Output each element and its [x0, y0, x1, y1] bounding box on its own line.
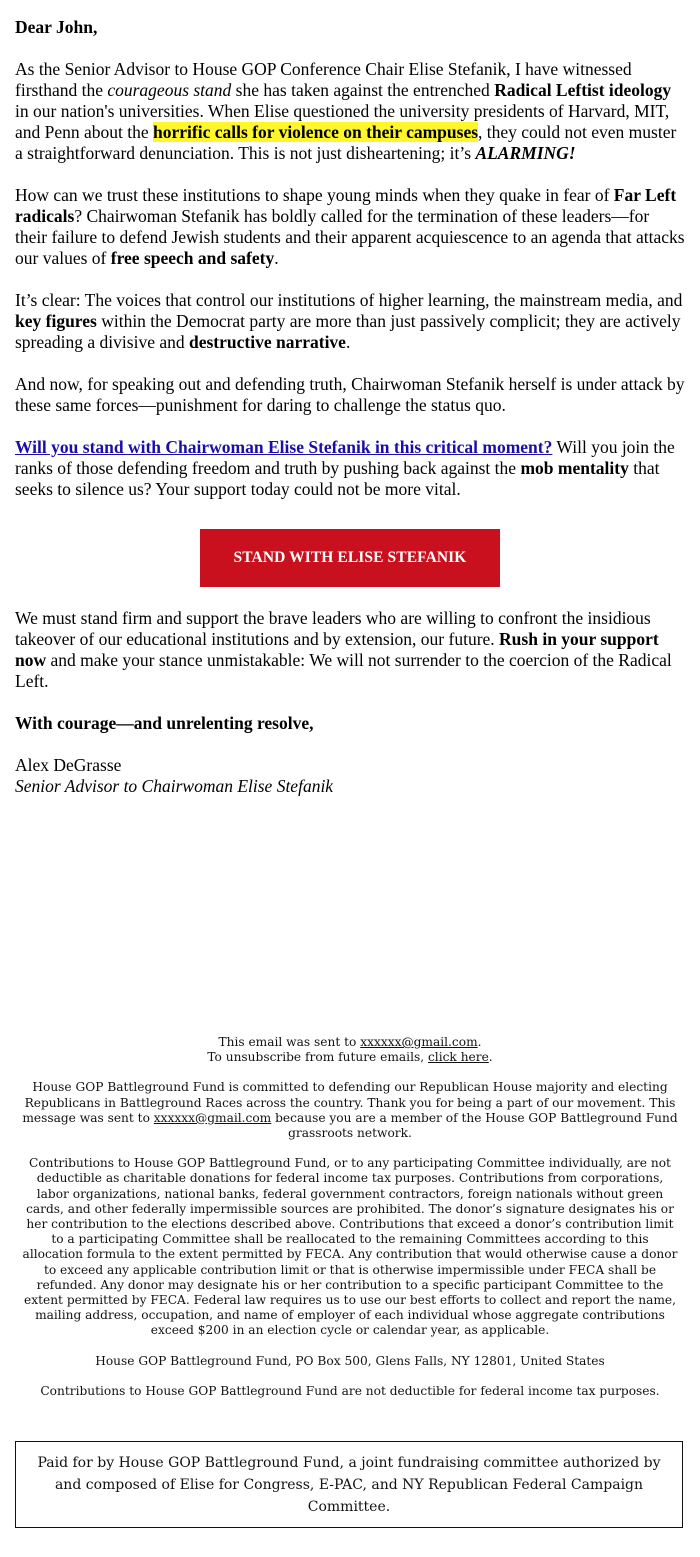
closing-text: With courage—and unrelenting resolve,	[15, 713, 314, 733]
footer-mission-email-link[interactable]: xxxxxx@gmail.com	[153, 1110, 272, 1125]
p3-text-3: .	[345, 332, 351, 352]
stand-with-link[interactable]: Will you stand with Chairwoman Elise Stefanik in this critical moment?	[15, 437, 553, 457]
footer-disclaimer: Contributions to House GOP Battleground Fund, or to any participating Committee individually, are not deductible as charitable donations for federal income tax purposes. Contributions from corporations, labor organizations, national banks, federal government contractors, foreign nationals without green cards, and other federally impermissible sources are prohibited. The donor’s signature designates his or her contribution to the elections described above. Contributions that exceed a donor’s contribution limit to a participating Committee shall be reallocated to the remaining Committees according to this allocation formula to the extent permitted by FECA. Any contribution that would otherwise cause a donor to exceed any applicable contribution limit or that is otherwise impermissible under FECA shall be refunded. Any donor may designate his or her contribution to a specific participant Committee to the extent permitted by FECA. Federal law requires us to use our best efforts to collect and report the name, mailing address, occupation, and name of employer of each individual whose aggregate contributions exceed $200 in an election cycle or calendar year, as applicable.	[22, 1156, 678, 1338]
p2-text-3: .	[274, 248, 279, 268]
unsubscribe-link[interactable]: click here	[427, 1050, 489, 1065]
signature-name: Alex DeGrasse	[15, 755, 122, 775]
footer-email-link[interactable]: xxxxxx@gmail.com	[360, 1035, 478, 1049]
p3-text-2: within the Democrat party are more than just passively complicit; they are actively spreading a divisive and	[15, 311, 681, 352]
cta-container	[15, 529, 685, 587]
stand-with-elise-button[interactable]: STAND WITH ELISE STEFANIK	[200, 529, 500, 587]
footer-sent-suffix: .	[477, 1035, 482, 1049]
p1-text-1: As the Senior Advisor to House GOP Conference Chair Elise Stefanik, I have witnessed firsthand the	[15, 59, 632, 100]
signature-title: Senior Advisor to Chairwoman Elise Stefanik	[15, 776, 334, 796]
p6-text-2: and make your stance unmistakable: We will not surrender to the coercion of the Radical Left.	[15, 650, 672, 691]
closing	[15, 713, 685, 734]
paragraph-1	[15, 59, 685, 164]
footer-mission	[20, 1080, 680, 1141]
p3-bold-2: destructive narrative	[188, 332, 346, 352]
p3-bold-1: key figures	[15, 311, 97, 331]
footer-mission-text-1: House GOP Battleground Fund is committed to defending our Republican House majority and electing Republicans in Battleground Races across the country. Thank you for being a part of our movement. This message was sent to	[22, 1080, 676, 1125]
footer-tax-note: Contributions to House GOP Battleground Fund are not deductible for federal income tax purposes.	[40, 1383, 660, 1398]
footer-mission-text-2: because you are a member of the House GOP Battleground Fund grassroots network.	[271, 1110, 678, 1141]
p2-bold-2: free speech and safety	[110, 248, 275, 268]
p1-text-3: in our nation's universities. When Elise questioned the university presidents of Harvard, MIT, and Penn about the	[15, 101, 670, 142]
p1-text-4: , they could not even muster a straightforward denunciation. This is not just disheartening; it’s	[15, 122, 677, 163]
p5-bold: mob mentality	[520, 458, 629, 478]
paid-for-disclaimer-box: Paid for by House GOP Battleground Fund, a joint fundraising committee authorized by and composed of Elise for Congress, E-PAC, and NY Republican Federal Campaign Committee.	[15, 1441, 683, 1528]
footer-unsub-suffix: .	[488, 1050, 493, 1065]
p6-bold: Rush in your support now	[15, 629, 659, 670]
footer-unsub-prefix: To unsubscribe from future emails,	[207, 1050, 428, 1065]
p1-text-2: she has taken against the entrenched	[231, 80, 495, 100]
footer-sent-to	[20, 1035, 680, 1065]
p5-text-1: Will you join the ranks of those defending freedom and truth by pushing back against the	[15, 437, 675, 478]
p2-bold-1: Far Left radicals	[15, 185, 677, 226]
p2-text-2: ? Chairwoman Stefanik has boldly called for the termination of these leaders—for their failure to defend Jewish students and their apparent acquiescence to an agenda that attacks our values of	[15, 206, 685, 268]
p6-text-1: We must stand firm and support the brave leaders who are willing to confront the insidious takeover of our educational institutions and by extension, our future.	[15, 608, 651, 649]
paragraph-3	[15, 290, 685, 353]
paragraph-2	[15, 185, 685, 269]
p1-bold: Radical Leftist ideology	[494, 80, 672, 100]
footer-sent-prefix: This email was sent to	[218, 1035, 361, 1049]
p1-alarming: ALARMING!	[475, 143, 576, 163]
p1-highlight: horrific calls for violence on their campuses	[153, 122, 479, 142]
email-body	[0, 17, 700, 797]
p3-text-1: It’s clear: The voices that control our institutions of higher learning, the mainstream media, and	[15, 290, 683, 310]
email-footer	[20, 1035, 680, 1414]
p2-text-1: How can we trust these institutions to shape young minds when they quake in fear of	[15, 185, 614, 205]
paragraph-4: And now, for speaking out and defending truth, Chairwoman Stefanik herself is under attack by these same forces—punishment for daring to challenge the status quo.	[15, 374, 685, 415]
greeting: Dear John,	[15, 17, 98, 37]
paragraph-6	[15, 608, 685, 692]
footer-address: House GOP Battleground Fund, PO Box 500, Glens Falls, NY 12801, United States	[95, 1353, 605, 1368]
p5-text-2: that seeks to silence us? Your support today could not be more vital.	[15, 458, 660, 499]
paragraph-5	[15, 437, 685, 500]
p1-emphasis: courageous stand	[107, 80, 232, 100]
